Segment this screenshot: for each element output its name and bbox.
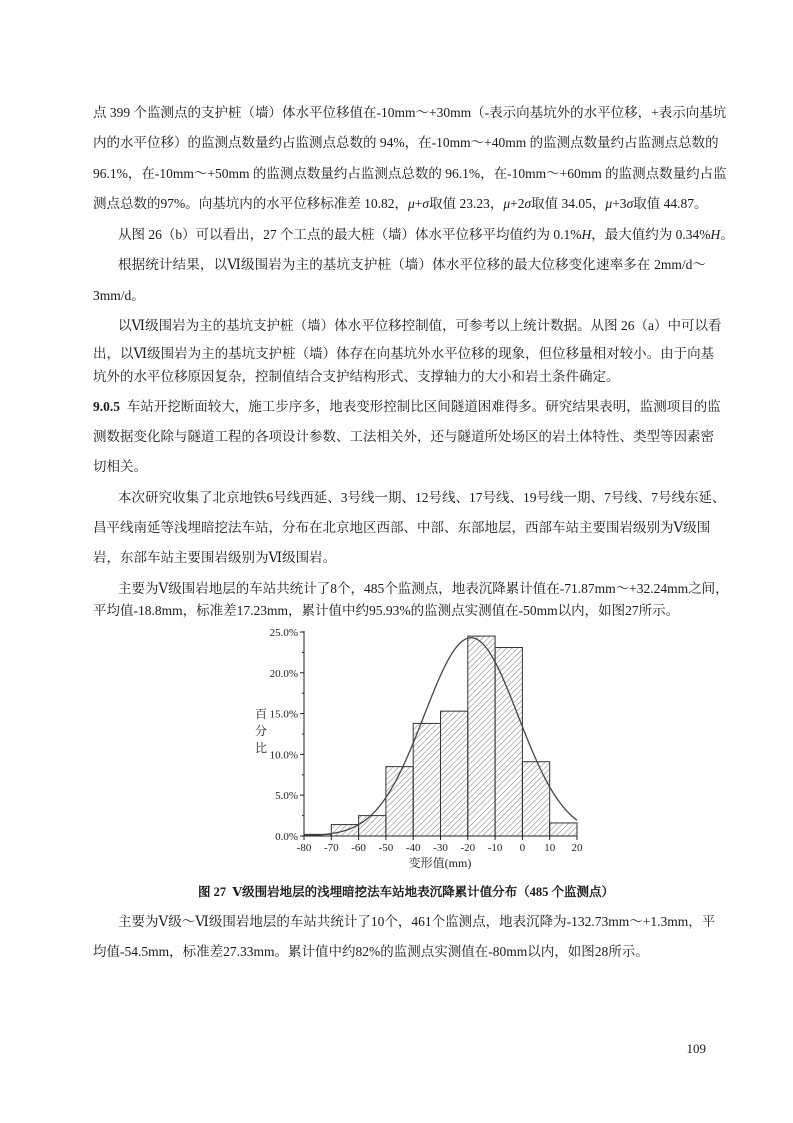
x-tick-label: 0 <box>519 842 526 854</box>
y-tick-label: 20.0% <box>269 667 298 680</box>
text-line: 3mm/d。 <box>93 288 145 303</box>
bars-layer <box>304 636 577 836</box>
y-tick-label: 25.0% <box>269 627 298 639</box>
text-line: 点 399 个监测点的支护桩（墙）体水平位移值在-10mm～+30mm（-表示向基坑外的水平位移，+表示向基坑 <box>93 105 727 120</box>
text-line <box>93 194 706 214</box>
math-symbol-mu: μ <box>503 196 511 211</box>
text-line: 切相关。 <box>93 459 147 474</box>
x-tick-label: 20 <box>571 842 583 854</box>
x-tick-label: 10 <box>544 842 556 854</box>
text-segment: 取值 23.23， <box>429 196 504 211</box>
figure-caption-text: Ⅴ级围岩地层的浅埋暗挖法车站地表沉降累计值分布（485 个监测点） <box>232 885 614 899</box>
histogram-bar <box>441 711 468 836</box>
math-symbol-sigma: σ <box>626 196 634 211</box>
text-line: 测数据变化除与隧道工程的各项设计参数、工法相关外，还与隧道所处场区的岩土体特性、类型等因素密 <box>93 429 714 444</box>
text-segment: +3 <box>612 196 627 211</box>
text-line: 均值-54.5mm，标准差27.33mm。累计值中约82%的监测点实测值在-80mm以内，如图28所示。 <box>93 944 649 959</box>
x-axis-title: 变形值(mm) <box>408 856 472 870</box>
text-segment: 取值 34.05， <box>531 196 606 211</box>
y-tick-label: 10.0% <box>269 749 298 762</box>
y-tick-label: 5.0% <box>275 790 298 803</box>
text-segment: + <box>414 196 423 211</box>
text-segment: 取值 44.87。 <box>633 196 708 211</box>
x-tick-label: -10 <box>487 842 503 854</box>
text-line: 坑外的水平位移原因复杂，控制值结合支护结构形式、支撑轴力的大小和岩土条件确定。 <box>93 369 620 384</box>
text-line: 昌平线南延等浅埋暗挖法车站，分布在北京地区西部、中部、东部地层，西部车站主要围岩级别为Ⅴ级围 <box>93 520 711 535</box>
figure-number: 图 27 <box>198 885 227 899</box>
x-tick-label: -80 <box>296 842 312 854</box>
text-line: 本次研究收集了北京地铁6号线西延、3号线一期、12号线、17号线、19号线一期、7号线、7号线东延、 <box>118 490 726 505</box>
y-axis-title: 百分比 <box>255 707 268 755</box>
math-symbol-h: H <box>710 227 721 242</box>
histogram-bar <box>495 648 522 836</box>
histogram-bar <box>522 762 549 836</box>
text-segment: ，最大值约为 0.34% <box>591 227 711 242</box>
text-line: 平均值-18.8mm，标准差17.23mm，累计值中约95.93%的监测点实测值在-50mm以内，如图27所示。 <box>93 603 680 618</box>
x-tick-label: -60 <box>351 842 366 854</box>
text-segment: 从图 26（b）可以看出，27 个工点的最大桩（墙）体水平位移平均值约为 0.1% <box>118 227 582 242</box>
clause-number: 9.0.5 <box>93 399 120 414</box>
x-tick-label: -50 <box>378 842 394 854</box>
histogram-bar <box>468 636 495 836</box>
page-number: 109 <box>686 1041 706 1056</box>
math-symbol-h: H <box>581 227 592 242</box>
text-line <box>118 225 734 245</box>
text-segment: 测点总数的97%。向基坑内的水平位移标准差 10.82， <box>93 196 408 211</box>
histogram-bar <box>386 767 413 836</box>
text-segment: 。 <box>720 227 734 242</box>
text-line: 根据统计结果，以Ⅵ级围岩为主的基坑支护桩（墙）体水平位移的最大位移变化速率多在 2mm/d～ <box>118 257 706 272</box>
histogram-bar <box>413 723 440 836</box>
x-tick-label: -30 <box>433 842 448 854</box>
text-segment: +2 <box>510 196 525 211</box>
text-line: 出，以Ⅵ级围岩为主的基坑支护桩（墙）体存在向基坑外水平位移的现象，但位移量相对较小。由于向基 <box>93 346 715 361</box>
math-symbol-sigma: σ <box>422 196 430 211</box>
text-line: 主要为Ⅴ级围岩地层的车站共统计了8个，485个监测点，地表沉降累计值在-71.87mm～+32.24mm之间， <box>118 581 729 596</box>
text-line: 96.1%，在-10mm～+50mm 的监测点数量约占监测点总数的 96.1%，在-10mm～+60mm 的监测点数量约占监 <box>93 166 727 181</box>
y-tick-label: 0.0% <box>275 831 298 843</box>
text-line: 内的水平位移）的监测点数量约占监测点总数的 94%，在-10mm～+40mm 的监测点数量约占监测点总数的 <box>93 135 719 150</box>
text-line: 岩，东部车站主要围岩级别为Ⅵ级围岩。 <box>93 550 337 565</box>
y-tick-label: 15.0% <box>269 708 298 721</box>
math-symbol-mu: μ <box>605 196 613 211</box>
text-line <box>93 397 721 417</box>
x-tick-label: -40 <box>405 842 421 854</box>
math-symbol-mu: μ <box>408 196 415 211</box>
text-segment: 车站开挖断面较大，施工步序多，地表变形控制比区间隧道困难得多。研究结果表明，监测项目的监 <box>126 399 721 414</box>
x-tick-label: -20 <box>460 842 476 854</box>
histogram-bar <box>550 823 577 836</box>
math-symbol-sigma: σ <box>524 196 532 211</box>
x-tick-label: -70 <box>323 842 339 854</box>
histogram-chart <box>240 620 600 875</box>
figure-caption <box>93 882 719 902</box>
histogram-bar <box>359 816 386 836</box>
text-line: 主要为Ⅴ级～Ⅵ级围岩地层的车站共统计了10个，461个监测点，地表沉降为-132.73mm～+1.3mm，平 <box>118 914 716 929</box>
text-line: 以Ⅵ级围岩为主的基坑支护桩（墙）体水平位移控制值，可参考以上统计数据。从图 26（a）中可以看 <box>118 318 722 333</box>
